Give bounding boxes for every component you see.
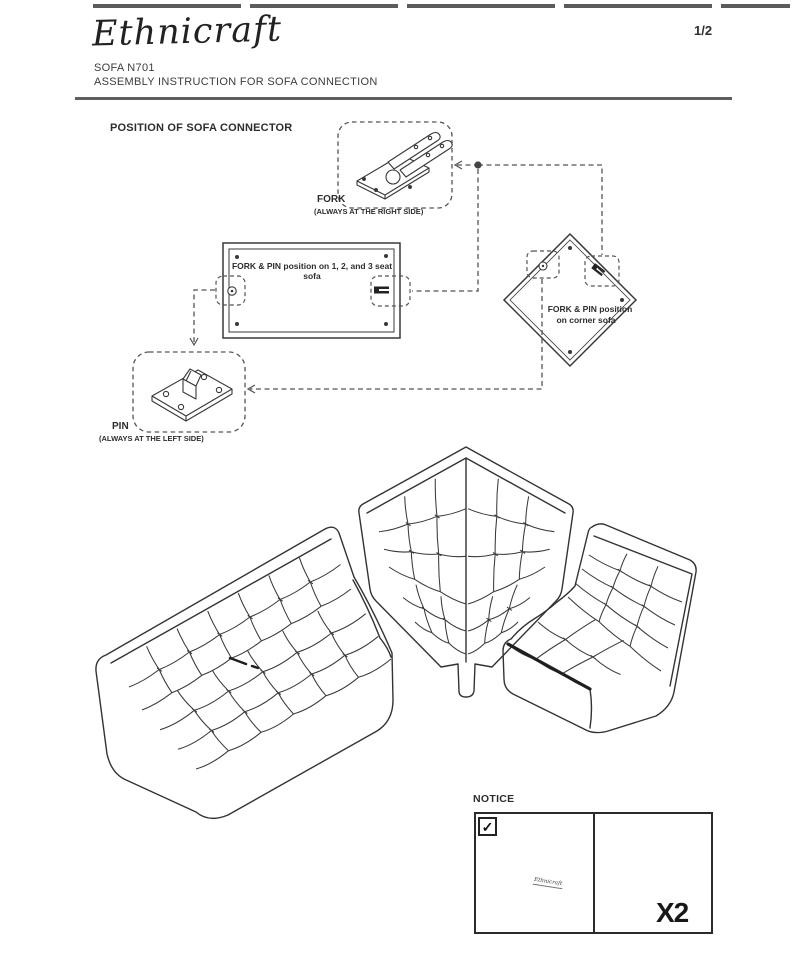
notice-title: NOTICE	[473, 793, 515, 805]
document-title: ASSEMBLY INSTRUCTION FOR SOFA CONNECTION	[94, 76, 378, 88]
product-name: SOFA N701	[94, 62, 155, 74]
manual-cover-brand: Ethnicraft	[533, 877, 564, 890]
fork-note: (ALWAYS AT THE RIGHT SIDE)	[314, 207, 424, 216]
seat-sofa-frame-note: FORK & PIN position on 1, 2, and 3 seat sofa	[231, 261, 393, 281]
pin-symbol	[539, 262, 547, 270]
cushion-tuft-grid	[403, 585, 466, 654]
cushion-tuft-grid	[379, 479, 466, 604]
page-number: 1/2	[694, 23, 713, 38]
seam-stitch-mark	[230, 658, 258, 668]
corner-sofa-frame-note-line2: on corner sofa	[556, 315, 616, 325]
notice-panel-divider	[593, 812, 595, 934]
corner-sofa-frame-topview	[504, 234, 636, 366]
seat-sofa-frame-topview	[216, 243, 410, 338]
pin-note: (ALWAYS AT THE LEFT SIDE)	[99, 434, 204, 443]
cushion-tuft-grid	[468, 585, 530, 654]
fork-connector-drawing	[357, 133, 452, 200]
fork-label: FORK	[317, 194, 346, 205]
pin-label: PIN	[112, 421, 129, 432]
three-seat-sofa-module	[96, 527, 393, 818]
one-seat-sofa-module	[503, 524, 696, 733]
quantity-label: X2	[656, 897, 689, 928]
pin-symbol	[228, 287, 236, 295]
pin-connector-drawing	[152, 369, 232, 421]
section-title: POSITION OF SOFA CONNECTOR	[110, 122, 293, 134]
seam-stitch-edge	[508, 644, 590, 689]
leader-junction-dot	[474, 161, 481, 168]
brand-logo: Ethnicraft	[91, 9, 283, 55]
corner-sofa-frame-note-line1: FORK & PIN position	[547, 304, 633, 314]
checkmark-icon: ✓	[478, 817, 497, 836]
sofa-illustration	[96, 447, 696, 818]
cushion-tuft-grid	[468, 479, 554, 604]
